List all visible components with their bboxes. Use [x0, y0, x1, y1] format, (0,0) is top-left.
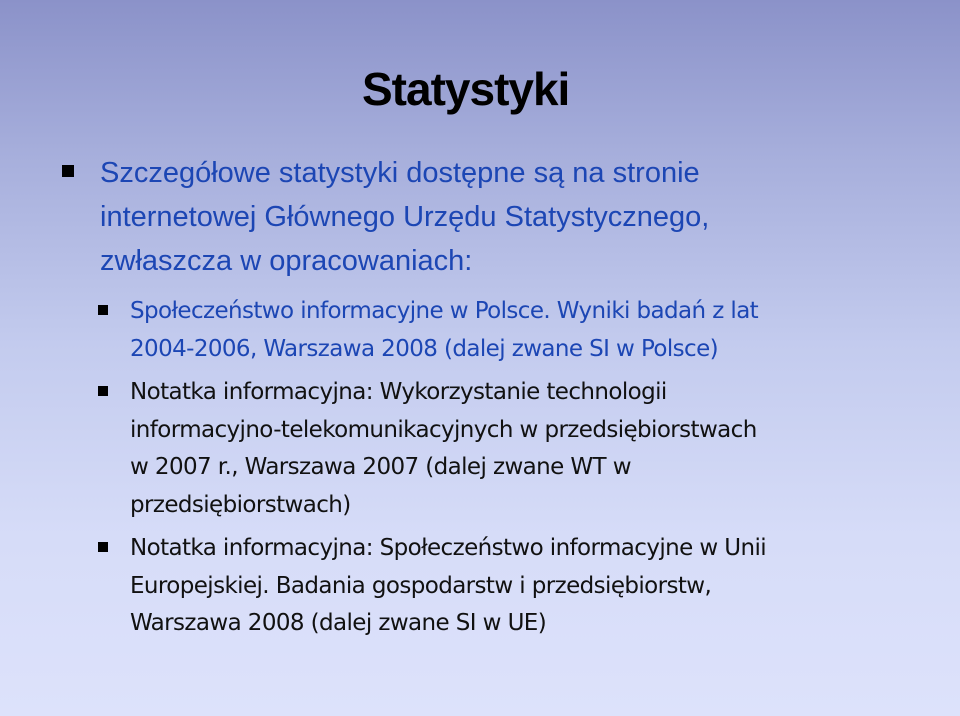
sub-bullet-item	[98, 530, 898, 643]
sub-bullet-item	[98, 293, 898, 368]
sub-bullet-item	[98, 374, 898, 524]
sub-bullet-list	[98, 293, 898, 649]
sub-bullet-text: Społeczeństwo informacyjne w Polsce. Wyniki badań z lat 2004-2006, Warszawa 2008 (dalej zwane SI w Polsce)	[130, 298, 759, 362]
sub-bullet-text: Notatka informacyjna: Wykorzystanie technologii informacyjno-telekomunikacyjnych w przedsiębiorstwach w 2007 r., Warszawa 2007 (dalej zwane WT w przedsiębiorstwach)	[130, 379, 757, 518]
main-bullet-text: Szczegółowe statystyki dostępne są na stronie internetowej Głównego Urzędu Statystycznego, zwłaszcza w opracowaniach:	[100, 157, 710, 277]
square-bullet-icon	[98, 542, 108, 552]
square-bullet-icon	[62, 165, 74, 177]
square-bullet-icon	[98, 386, 108, 396]
slide-title: Statystyki	[362, 63, 570, 115]
square-bullet-icon	[98, 305, 108, 315]
main-bullet	[62, 151, 892, 283]
sub-bullet-text: Notatka informacyjna: Społeczeństwo informacyjne w Unii Europejskiej. Badania gospodarstw i przedsiębiorstw, Warszawa 2008 (dalej zwane SI w UE)	[130, 535, 767, 636]
